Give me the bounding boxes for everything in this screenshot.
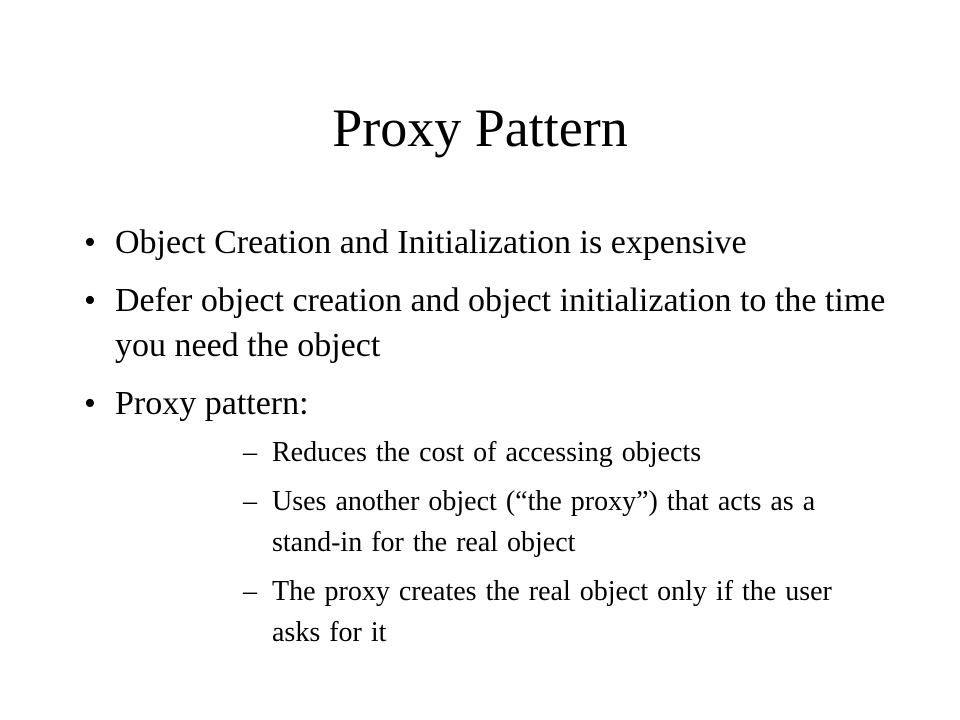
bullet-marker: • [84, 385, 96, 422]
bullet-text: Proxy pattern: [115, 385, 309, 422]
bullet-text: Defer object creation and object initialization to the time you need the object [115, 282, 886, 364]
bullet-item [0, 381, 960, 653]
sub-bullet-text: The proxy creates the real object only if the user asks for it [272, 576, 832, 648]
bullet-marker: • [84, 224, 96, 261]
bullet-list [0, 220, 960, 666]
sub-bullet-item [115, 481, 920, 563]
bullet-text: Object Creation and Initialization is expensive [115, 224, 747, 261]
sub-bullet-item [115, 432, 920, 473]
slide-title: Proxy Pattern [332, 98, 628, 158]
sub-bullet-marker: – [243, 437, 257, 468]
sub-bullet-text: Uses another object (“the proxy”) that acts as a stand-in for the real object [272, 486, 816, 558]
bullet-item [0, 278, 960, 368]
sub-bullet-marker: – [243, 576, 257, 607]
sub-bullet-text: Reduces the cost of accessing objects [272, 437, 702, 468]
sub-bullet-marker: – [243, 486, 257, 517]
sub-bullet-list [115, 432, 920, 653]
sub-bullet-item [115, 571, 920, 653]
bullet-marker: • [84, 282, 96, 319]
bullet-item [0, 220, 960, 265]
